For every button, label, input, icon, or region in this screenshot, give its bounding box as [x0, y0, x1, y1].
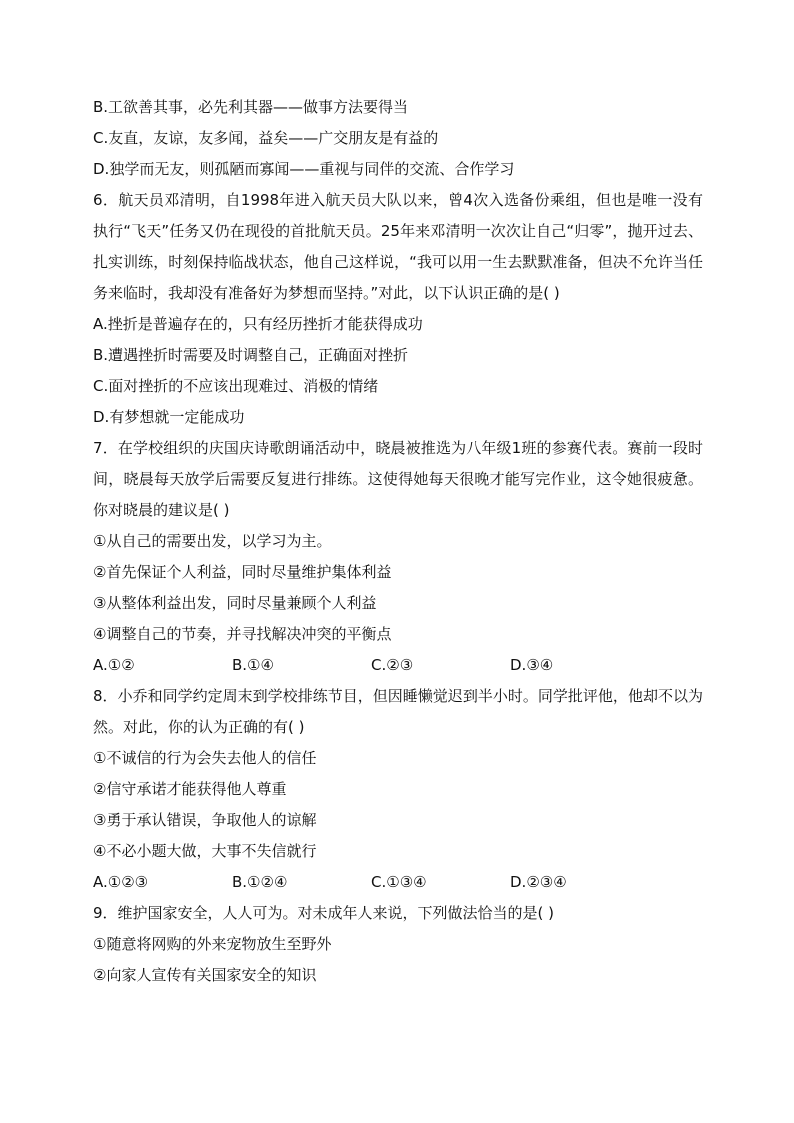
q5-option-d: D.独学而无友，则孤陋而寡闻——重视与同伴的交流、合作学习 — [93, 160, 515, 178]
q5-option-c: C.友直，友谅，友多闻，益矣——广交朋友是有益的 — [93, 129, 439, 147]
q8-item-3: ③勇于承认错误，争取他人的谅解 — [93, 811, 317, 829]
q7-choices — [93, 650, 703, 681]
q7-item-3: ③从整体利益出发，同时尽量兼顾个人利益 — [93, 594, 377, 612]
q8-item-1: ①不诚信的行为会失去他人的信任 — [93, 749, 317, 767]
q8-choice-b: B.①②④ — [232, 873, 288, 891]
q7-choice-a: A.①② — [93, 656, 135, 674]
q8-choice-c: C.①③④ — [371, 873, 427, 891]
q7-item-4: ④调整自己的节奏，并寻找解决冲突的平衡点 — [93, 625, 392, 643]
q7-choice-c: C.②③ — [371, 656, 414, 674]
q8-choices — [93, 867, 703, 898]
q7-stem: 7．在学校组织的庆国庆诗歌朗诵活动中，晓晨被推选为八年级1班的参赛代表。赛前一段时间，晓晨每天放学后需要反复进行排练。这使得她每天很晚才能写完作业，这令她很疲惫。你对晓晨的建议是( ) — [93, 439, 703, 519]
exam-page — [93, 92, 703, 991]
q8-item-2: ②信守承诺才能获得他人尊重 — [93, 780, 287, 798]
q9-item-1: ①随意将网购的外来宠物放生至野外 — [93, 935, 332, 953]
q7-item-2: ②首先保证个人利益，同时尽量维护集体利益 — [93, 563, 392, 581]
q8-stem: 8．小乔和同学约定周末到学校排练节目，但因睡懒觉迟到半小时。同学批评他，他却不以为然。对此，你的认为正确的有( ) — [93, 687, 703, 736]
q7-choice-d: D.③④ — [510, 656, 554, 674]
q6-option-d: D.有梦想就一定能成功 — [93, 408, 245, 426]
q7-item-1: ①从自己的需要出发，以学习为主。 — [93, 532, 332, 550]
q6-stem: 6．航天员邓清明，自1998年进入航天员大队以来，曾4次入选备份乘组，但也是唯一没有执行“飞天”任务又仍在现役的首批航天员。25年来邓清明一次次让自己“归零”，抛开过去、扎实训练，时刻保持临战状态，他自己这样说，“我可以用一生去默默准备，但决不允许当任务来临时，我却没有准备好为梦想而坚持。”对此，以下认识正确的是( ) — [93, 191, 703, 302]
q8-item-4: ④不必小题大做，大事不失信就行 — [93, 842, 317, 860]
q9-item-2: ②向家人宣传有关国家安全的知识 — [93, 966, 317, 984]
q8-choice-d: D.②③④ — [510, 873, 567, 891]
q5-option-b: B.工欲善其事，必先利其器——做事方法要得当 — [93, 98, 409, 116]
q6-option-a: A.挫折是普遍存在的，只有经历挫折才能获得成功 — [93, 315, 423, 333]
q7-choice-b: B.①④ — [232, 656, 274, 674]
q9-stem: 9．维护国家安全，人人可为。对未成年人来说，下列做法恰当的是( ) — [93, 904, 555, 922]
q8-choice-a: A.①②③ — [93, 873, 149, 891]
q6-option-c: C.面对挫折的不应该出现难过、消极的情绪 — [93, 377, 379, 395]
q6-option-b: B.遭遇挫折时需要及时调整自己，正确面对挫折 — [93, 346, 409, 364]
